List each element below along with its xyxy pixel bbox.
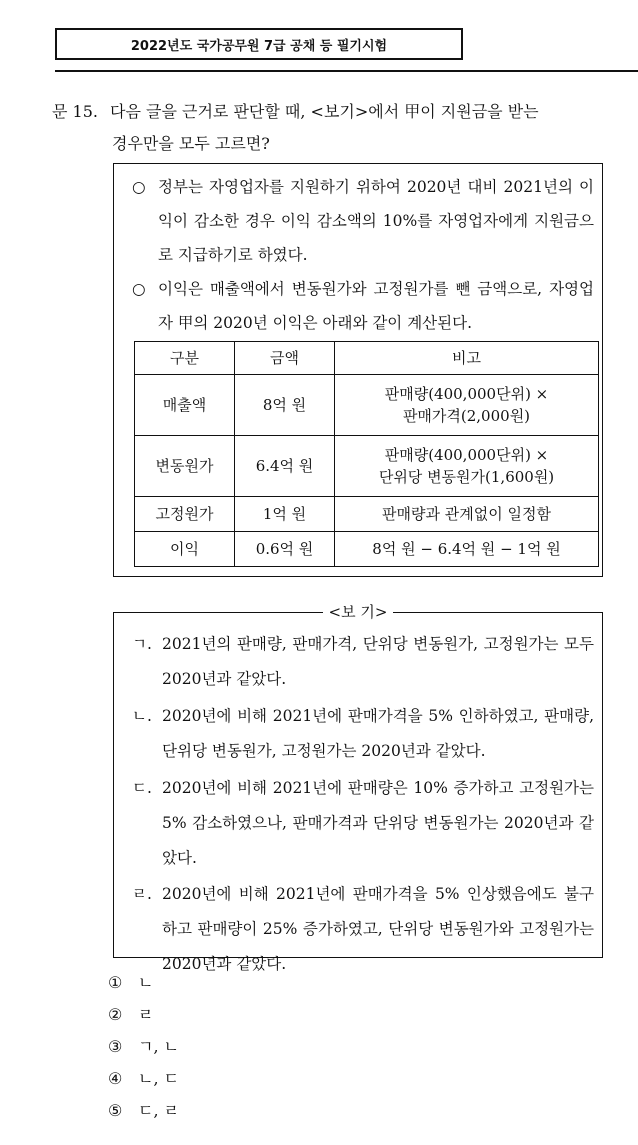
question-text-line1: 다음 글을 근거로 판단할 때, <보기>에서 甲이 지원금을 받는 [110,102,539,121]
bullet-icon: ○ [132,280,146,298]
answer-option-2[interactable] [108,999,179,1031]
passage-item-1-text: 정부는 자영업자를 지원하기 위하여 2020년 대비 2021년의 이익이 감소한 경우 이익 감소액의 10%를 자영업자에게 지원금으로 지급하기로 하였다. [158,178,594,264]
question-number: 문 15. [52,102,98,121]
option-number: ③ [108,1037,123,1056]
option-text: ㄹ [138,1005,154,1024]
option-number: ⑤ [108,1101,123,1120]
table-row [135,375,599,436]
bogi-item-a [132,627,594,697]
bogi-title-text: <보 기> [323,603,394,621]
bogi-item-text: 2020년에 비해 2021년에 판매량은 10% 증가하고 고정원가는 5% 감소하였으나, 판매가격과 단위당 변동원가는 2020년과 같았다. [162,779,594,867]
bogi-item-d [132,877,594,982]
table-header-row [135,342,599,375]
bogi-item-mark: ㄱ. [132,635,152,653]
option-text: ㄱ, ㄴ [138,1037,180,1056]
table-row [135,436,599,497]
bogi-box [113,603,603,973]
table-cell-amount: 8억 원 [235,375,335,436]
note-line: 판매가격(2,000원) [402,407,531,425]
passage-box [113,163,603,577]
table-cell-note: 판매량과 관계없이 일정함 [335,497,599,532]
bogi-item-mark: ㄴ. [132,707,152,725]
bogi-item-mark: ㄷ. [132,779,152,797]
table-header-cell: 금액 [235,342,335,375]
note-line: 판매량(400,000단위) × [384,446,549,464]
question-stem [52,96,638,160]
table-cell-category: 이익 [135,532,235,567]
option-number: ② [108,1005,123,1024]
passage-item-2-text: 이익은 매출액에서 변동원가와 고정원가를 뺀 금액으로, 자영업자 甲의 2020년 이익은 아래와 같이 계산된다. [158,280,594,332]
table-cell-category: 변동원가 [135,436,235,497]
bogi-item-c [132,771,594,876]
table-cell-note: 8억 원 − 6.4억 원 − 1억 원 [335,532,599,567]
profit-table [134,341,599,567]
table-cell-amount: 0.6억 원 [235,532,335,567]
table-cell-category: 고정원가 [135,497,235,532]
passage-item-2 [132,272,594,340]
header-divider [55,70,638,72]
option-number: ④ [108,1069,123,1088]
bogi-item-text: 2020년에 비해 2021년에 판매가격을 5% 인상했음에도 불구하고 판매량이 25% 증가하였고, 단위당 변동원가와 고정원가는 2020년과 같았다. [162,885,594,973]
option-text: ㄴ, ㄷ [138,1069,180,1088]
table-header-cell: 비고 [335,342,599,375]
option-text: ㄴ [138,973,154,992]
answer-option-1[interactable] [108,967,179,999]
exam-title: 2022년도 국가공무원 7급 공채 등 필기시험 [130,38,388,54]
bullet-icon: ○ [132,178,146,196]
table-row [135,497,599,532]
option-number: ① [108,973,123,992]
answer-option-4[interactable] [108,1063,179,1095]
note-line: 판매량(400,000단위) × [384,385,549,403]
table-cell-amount: 1억 원 [235,497,335,532]
table-cell-note [335,436,599,497]
bogi-item-text: 2020년에 비해 2021년에 판매가격을 5% 인하하였고, 판매량, 단위당 변동원가, 고정원가는 2020년과 같았다. [162,707,594,760]
table-cell-category: 매출액 [135,375,235,436]
bogi-item-b [132,699,594,769]
option-text: ㄷ, ㄹ [138,1101,180,1120]
exam-header [55,28,463,60]
note-line: 단위당 변동원가(1,600원) [378,468,555,486]
bogi-title [114,601,602,622]
bogi-item-mark: ㄹ. [132,885,152,903]
table-header-cell: 구분 [135,342,235,375]
table-cell-amount: 6.4억 원 [235,436,335,497]
question-text-line2: 경우만을 모두 고르면? [112,134,270,153]
bogi-item-text: 2021년의 판매량, 판매가격, 단위당 변동원가, 고정원가는 모두 2020년과 같았다. [162,635,594,688]
answer-option-3[interactable] [108,1031,179,1063]
answer-options [108,967,179,1127]
table-row [135,532,599,567]
answer-option-5[interactable] [108,1095,179,1127]
table-cell-note [335,375,599,436]
passage-item-1 [132,170,594,272]
